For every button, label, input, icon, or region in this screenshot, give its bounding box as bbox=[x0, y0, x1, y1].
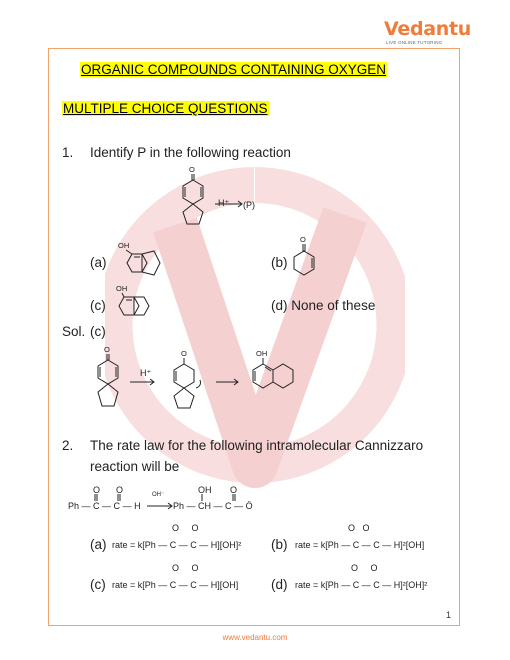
q2-option-d-rate: rate = k[Ph — C — C — H]²[OH]² bbox=[295, 580, 428, 590]
q1-option-d: (d) None of these bbox=[271, 298, 376, 313]
q2-reaction-arrow bbox=[145, 500, 175, 512]
footer-url[interactable]: www.vedantu.com bbox=[222, 633, 288, 642]
q2-option-b-rate: rate = k[Ph — C — C — H]²[OH] bbox=[295, 540, 425, 550]
q2-reactant-oxygen-1: O bbox=[93, 485, 101, 495]
q1-reagent: H⁺ bbox=[218, 198, 230, 208]
svg-text:OH: OH bbox=[116, 284, 128, 293]
q2-option-a-oxygens: O O bbox=[172, 523, 199, 533]
q1-option-b-label: (b) bbox=[271, 255, 288, 270]
page-number: 1 bbox=[446, 610, 452, 620]
q1-option-a-label: (a) bbox=[90, 255, 107, 270]
q1-option-a-structure bbox=[112, 238, 182, 278]
q2-reactant: Ph — C — C — H bbox=[68, 501, 141, 511]
q2-option-c-label: (c) bbox=[90, 577, 106, 592]
q2-option-c-rate: rate = k[Ph — C — C — H][OH] bbox=[112, 580, 239, 590]
q2-reagent: OH⁻ bbox=[152, 492, 165, 498]
q2-product-oxygen: O bbox=[230, 485, 238, 495]
q1-option-b-structure bbox=[290, 234, 326, 278]
svg-text:OH: OH bbox=[256, 349, 268, 358]
q2-option-b-label: (b) bbox=[271, 537, 288, 552]
q1-option-c-label: (c) bbox=[90, 298, 106, 313]
svg-text:O: O bbox=[181, 349, 187, 358]
q2-option-b-oxygens: O O bbox=[348, 523, 370, 533]
q2-product-oh: OH bbox=[198, 485, 212, 495]
main-heading: ORGANIC COMPOUNDS CONTAINING OXYGEN bbox=[81, 62, 387, 77]
svg-text:O: O bbox=[189, 165, 195, 174]
brand-tagline: LIVE ONLINE TUTORING bbox=[386, 40, 443, 45]
solution-label: Sol. bbox=[62, 324, 86, 339]
q2-reactant-oxygen-2: O bbox=[116, 485, 124, 495]
svg-text:O: O bbox=[104, 345, 110, 354]
q2-product: Ph — CH — C — Ö bbox=[173, 501, 253, 511]
vedantu-logo bbox=[384, 14, 472, 48]
svg-text:OH: OH bbox=[118, 241, 130, 250]
solution-mechanism bbox=[88, 344, 328, 416]
q2-option-a-label: (a) bbox=[90, 537, 107, 552]
solution-answer: (c) bbox=[90, 324, 106, 339]
q2-option-a-rate: rate = k[Ph — C — C — H][OH]² bbox=[112, 540, 242, 550]
q2-option-c-oxygens: O O bbox=[172, 563, 199, 573]
q2-option-d-oxygens: O O bbox=[351, 563, 378, 573]
q2-number: 2. bbox=[62, 438, 74, 453]
q1-product-label: (P) bbox=[243, 200, 255, 210]
section-heading: MULTIPLE CHOICE QUESTIONS bbox=[63, 101, 268, 116]
q2-text-line1: The rate law for the following intramolecular Cannizzaro bbox=[90, 438, 424, 453]
q1-option-c-structure bbox=[112, 282, 172, 322]
q1-text: Identify P in the following reaction bbox=[90, 145, 291, 160]
q1-number: 1. bbox=[62, 145, 74, 160]
solution-reagent: H⁺ bbox=[140, 368, 152, 378]
svg-text:O: O bbox=[300, 235, 306, 244]
brand-name: Vedantu bbox=[384, 18, 472, 40]
q2-option-d-label: (d) bbox=[271, 577, 288, 592]
q2-text-line2: reaction will be bbox=[90, 459, 180, 474]
